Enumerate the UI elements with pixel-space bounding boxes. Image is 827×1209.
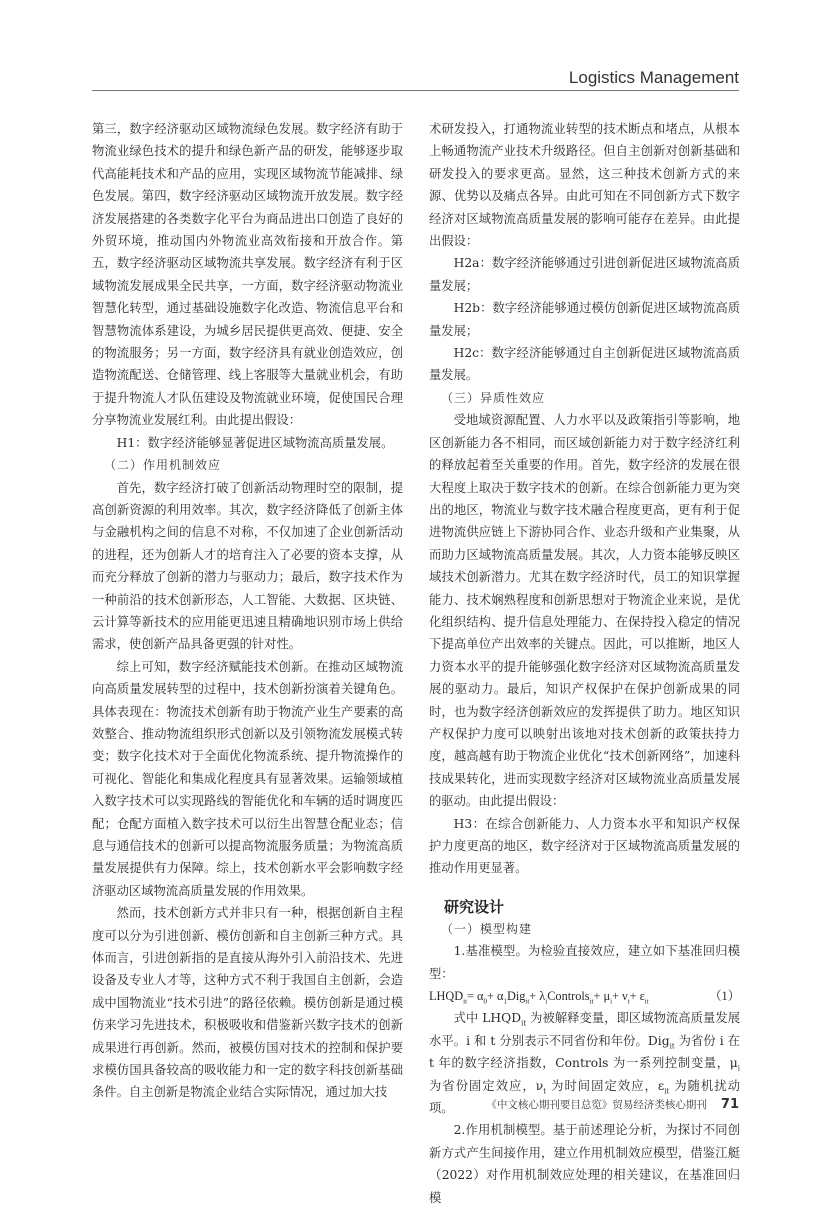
page-number: 71 bbox=[720, 1097, 739, 1112]
subsection-heading: （一）模型构建 bbox=[441, 921, 533, 936]
paragraph-variable-explanation: 式中 $LHQD_{it}$ 为被解释变量，即区域物流高质量发展水平。i 和 t 分别表示不同省份和年份。Dig$_{it}$ 为省份 i 在 t 年的数字经济指数，Controls 为一系列控制变量，$\mu_i$ 为省份固定效应，$\nu_t$ 为时间固定效应，$\varepsilon_{it}$ 为随机扰动项。 bbox=[429, 1011, 740, 1116]
paragraph: 综上可知，数字经济赋能技术创新。在推动区域物流向高质量发展转型的过程中，技术创新扮演着关键角色。具体表现在：物流技术创新有助于物流产业生产要素的高效整合、推动物流组织形式创新以及引领物流发展模式转变；数字化技术对于全面优化物流系统、提升物流操作的可视化、智能化和集成化程度具有显著效果。运输领域植入数字技术可以实现路线的智能优化和车辆的适时调度匹配；仓配方面植入数字技术可以衍生出智慧仓配业态；信息与通信技术的创新可以提高物流服务质量；为物流高质量发展提供有力保障。综上，技术创新水平会影响数字经济驱动区域物流高质量发展的作用效果。 bbox=[92, 659, 403, 898]
left-column bbox=[92, 118, 403, 1104]
section-title: 研究设计 bbox=[444, 897, 505, 916]
equation-1 bbox=[429, 985, 740, 1007]
right-column bbox=[429, 118, 740, 1209]
journal-section-title: Logistics Management bbox=[568, 68, 739, 87]
header-rule bbox=[92, 90, 739, 91]
footer-journal-text: 《中文核心期刊要目总览》贸易经济类核心期刊 bbox=[486, 1099, 707, 1111]
subsection-heading: （二）作用机制效应 bbox=[104, 458, 222, 473]
paragraph: 术研发投入，打通物流业转型的技术断点和堵点，从根本上畅通物流产业技术升级路径。但自主创新对创新基础和研发投入的要求更高。显然，这三种技术创新方式的来源、优势以及痛点各异。由此可知在不同创新方式下数字经济对区域物流高质量发展的影响可能存在差异。由此提出假设： bbox=[429, 122, 740, 249]
paragraph: 受地域资源配置、人力水平以及政策指引等影响，地区创新能力各不相同，而区域创新能力对于数字经济红利的释放起着至关重要的作用。首先，数字经济的发展在很大程度上取决于数字技术的创新。在综合创新能力更为突出的地区，物流业与数字技术融合程度更高，更有利于促进物流供应链上下游协同合作、业态升级和产业集聚，从而助力区域物流高质量发展。其次，人力资本能够反映区域技术创新潜力。尤其在数字经济时代，员工的知识掌握能力、技术娴熟程度和创新思想对于物流企业来说，是优化组织结构、提升信息处理能力、在保持投入稳定的情况下提高单位产出效率的关键点。因此，可以推断，地区人力资本水平的提升能够强化数字经济对区域物流高质量发展的驱动力。最后，知识产权保护在保护创新成果的同时，也为数字经济创新效应的发挥提供了助力。地区知识产权保护力度可以映射出该地对技术创新的政策扶持力度，越高越有助于物流企业优化“技术创新网络”，加速科技成果转化，进而实现数字经济对区域物流业高质量发展的驱动。由此提出假设： bbox=[429, 413, 740, 809]
subsection-heading: （三）异质性效应 bbox=[441, 390, 546, 405]
hypothesis-h2b: H2b：数字经济能够通过模仿创新促进区域物流高质量发展； bbox=[429, 301, 740, 338]
paragraph: 1.基准模型。为检验直接效应，建立如下基准回归模型： bbox=[429, 944, 740, 981]
equation-number: （1） bbox=[709, 989, 740, 1004]
paragraph: 然而，技术创新方式并非只有一种，根据创新自主程度可以分为引进创新、模仿创新和自主创新三种方式。具体而言，引进创新指的是直接从海外引入前沿技术、先进设备及专业人才等，这种方式不利于我国自主创新，会造成中国物流业“技术引进”的路径依赖。模仿创新是通过模仿来学习先进技术，积极吸收和借鉴新兴数字技术的创新成果进行再创新。然而，被模仿国对技术的控制和保护要求模仿国具备较高的吸收能力和一定的数字科技创新基础条件。自主创新是物流企业结合实际情况，通过加大技 bbox=[92, 906, 403, 1100]
hypothesis-h2a: H2a：数字经济能够通过引进创新促进区域物流高质量发展； bbox=[429, 256, 740, 293]
paragraph: 2.作用机制模型。基于前述理论分析，为探讨不同创新方式产生间接作用，建立作用机制效应模型，借鉴江艇（2022）对作用机制效应处理的相关建议，在基准回归模 bbox=[429, 1123, 740, 1205]
hypothesis-h2c: H2c：数字经济能够通过自主创新促进区域物流高质量发展。 bbox=[429, 346, 740, 383]
hypothesis-h3: H3：在综合创新能力、人力资本水平和知识产权保护力度更高的地区，数字经济对于区域物流高质量发展的推动作用更显著。 bbox=[429, 816, 740, 876]
paragraph: 首先，数字经济打破了创新活动物理时空的限制，提高创新资源的利用效率。其次，数字经济降低了创新主体与金融机构之间的信息不对称，不仅加速了企业创新活动的进程，还为创新人才的培育注入了必要的资本支撑，从而充分释放了创新的潜力与驱动力；最后，数字技术作为一种前沿的技术创新形态，人工智能、大数据、区块链、云计算等新技术的应用能更迅速且精确地识别市场上供给需求，使创新产品具备更强的针对性。 bbox=[92, 480, 403, 652]
paragraph: 第三，数字经济驱动区域物流绿色发展。数字经济有助于物流业绿色技术的提升和绿色新产品的研发，能够逐步取代高能耗技术和产品的应用，实现区域物流节能减排、绿色发展。第四，数字经济驱动区域物流开放发展。数字经济发展搭建的各类数字化平台为商品进出口创造了良好的外贸环境，推动国内外物流业高效衔接和开放合作。第五，数字经济驱动区域物流共享发展。数字经济有利于区域物流发展成果全民共享，一方面，数字经济驱动物流业智慧化转型，通过基础设施数字化改造、物流信息平台和智慧物流体系建设，为城乡居民提供更高效、便捷、安全的物流服务；另一方面，数字经济具有就业创造效应，创造物流配送、仓储管理、线上客服等大量就业机会，有助于提升物流人才队伍建设及物流就业环境，促使国民合理分享物流业发展红利。由此提出假设： bbox=[92, 122, 403, 428]
equation-body: $LHQD_{it}= \alpha_0+ \alpha_1Dig_{it}+$ $\lambda_iControls_{it}+ \mu_i+ \nu_t+ \varepsilon_{it}$ bbox=[429, 989, 649, 1006]
page-footer bbox=[486, 1097, 739, 1112]
hypothesis-h1: H1：数字经济能够显著促进区域物流高质量发展。 bbox=[116, 435, 394, 450]
